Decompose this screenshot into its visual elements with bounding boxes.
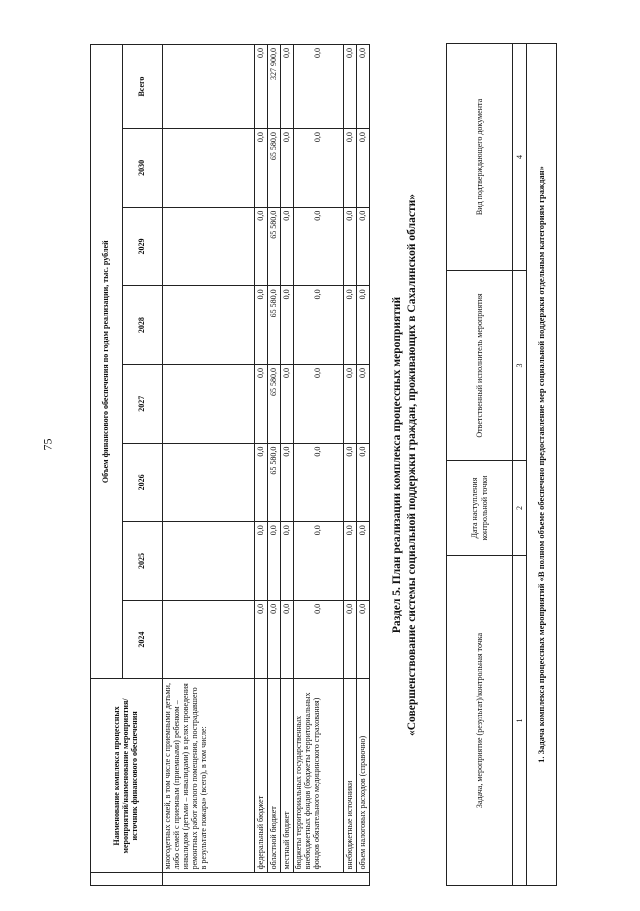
- blank-lead-cell: [357, 873, 370, 886]
- table-row: [357, 45, 370, 886]
- cell-value: 0,0: [255, 45, 268, 129]
- row-name: местный бюджет: [281, 679, 294, 873]
- section-subtitle: «Совершенствование системы социальной поддержки граждан, проживающих в Сахалинской области»: [405, 194, 418, 736]
- year-header: 2029: [123, 207, 163, 286]
- year-header: 2028: [123, 286, 163, 365]
- cell-value: 0,0: [357, 600, 370, 679]
- cell-value: 0,0: [281, 129, 294, 208]
- column-number: 1: [513, 556, 527, 886]
- cell-value: 0,0: [255, 286, 268, 365]
- table-row: [268, 45, 281, 886]
- cell-value: 0,0: [294, 443, 344, 522]
- cell-value: 0,0: [294, 286, 344, 365]
- cell-value: 0,0: [255, 600, 268, 679]
- table-row: [344, 45, 357, 886]
- cell-value: 0,0: [344, 443, 357, 522]
- cell-value: 0,0: [344, 364, 357, 443]
- cell-value: 0,0: [294, 45, 344, 129]
- cell-value: 65 580,0: [268, 129, 281, 208]
- blank-lead-cell: [281, 873, 294, 886]
- cell-value: 0,0: [268, 522, 281, 601]
- plan-header-row: [447, 44, 513, 886]
- cell-value: 0,0: [281, 207, 294, 286]
- plan-header-document: Вид подтверждающего документа: [447, 44, 513, 271]
- cell-value: 0,0: [344, 286, 357, 365]
- section-title: Раздел 5. План реализации комплекса процессных мероприятий: [391, 296, 403, 634]
- cell-value: 0,0: [281, 45, 294, 129]
- page-number: 75: [40, 438, 55, 451]
- cell-value: 0,0: [344, 45, 357, 129]
- cell-value: 327 900,0: [268, 45, 281, 129]
- year-header: 2026: [123, 443, 163, 522]
- cell-value: [163, 522, 255, 601]
- cell-value: [163, 286, 255, 365]
- cell-value: 0,0: [344, 207, 357, 286]
- cell-value: 0,0: [357, 522, 370, 601]
- row-name: объем налоговых расходов (справочно): [357, 679, 370, 873]
- row-name: бюджеты территориальных государственных внебюджетных фондов (бюджеты территориальных фондов обязательного медицинского страхования): [294, 679, 344, 873]
- rotated-page-content: [90, 26, 590, 886]
- table-row: [294, 45, 344, 886]
- year-header: 2030: [123, 129, 163, 208]
- year-header: 2025: [123, 522, 163, 601]
- cell-value: 0,0: [281, 443, 294, 522]
- cell-value: 0,0: [294, 522, 344, 601]
- total-header: Всего: [123, 45, 163, 129]
- blank-lead-cell: [344, 873, 357, 886]
- cell-value: 0,0: [344, 600, 357, 679]
- column-number: 3: [513, 271, 527, 461]
- cell-value: 0,0: [281, 522, 294, 601]
- cell-value: 0,0: [357, 207, 370, 286]
- cell-value: 0,0: [357, 364, 370, 443]
- table-row: [163, 45, 255, 886]
- funding-group-header: Объем финансового обеспечения по годам реализации, тыс. рублей: [91, 45, 123, 679]
- task-heading: 1. Задача комплекса процессных мероприятий «В полном объеме обеспечено предоставление мер социальной поддержки отдельным категориям граждан»: [527, 44, 557, 886]
- cell-value: 65 580,0: [268, 443, 281, 522]
- year-header: 2027: [123, 364, 163, 443]
- plan-header-date: Дата наступления контрольной точки: [447, 461, 513, 556]
- plan-task-row: [527, 44, 557, 886]
- cell-value: 0,0: [255, 207, 268, 286]
- plan-header-executor: Ответственный исполнитель мероприятия: [447, 271, 513, 461]
- cell-value: 0,0: [344, 522, 357, 601]
- table-row: [255, 45, 268, 886]
- cell-value: 0,0: [268, 600, 281, 679]
- cell-value: 0,0: [281, 600, 294, 679]
- cell-value: [163, 207, 255, 286]
- cell-value: [163, 364, 255, 443]
- cell-value: 0,0: [255, 364, 268, 443]
- blank-lead-cell: [294, 873, 344, 886]
- cell-value: 0,0: [357, 443, 370, 522]
- column-number: 2: [513, 461, 527, 556]
- finance-table: [90, 44, 370, 886]
- cell-value: 0,0: [255, 522, 268, 601]
- cell-value: 0,0: [294, 129, 344, 208]
- cell-value: 65 580,0: [268, 364, 281, 443]
- cell-value: 0,0: [255, 129, 268, 208]
- cell-value: [163, 600, 255, 679]
- table-row: [281, 45, 294, 886]
- blank-lead-cell: [91, 873, 163, 886]
- cell-value: 0,0: [294, 364, 344, 443]
- plan-number-row: [513, 44, 527, 886]
- row-name: многодетных семей, в том числе с приемными детьми, либо семей с приемным (приемными) ребенком – инвалидом (детьми – инвалидами) в целях проведения ремонтных работ жилого помещения, пострадавшего в результате пожара» (всего), в том числе:: [163, 679, 255, 873]
- row-name: внебюджетные источники: [344, 679, 357, 873]
- row-name: областной бюджет: [268, 679, 281, 873]
- cell-value: 0,0: [357, 45, 370, 129]
- cell-value: 0,0: [357, 129, 370, 208]
- cell-value: 0,0: [344, 129, 357, 208]
- finance-header-row: [91, 45, 123, 886]
- blank-lead-cell: [163, 873, 255, 886]
- cell-value: [163, 129, 255, 208]
- cell-value: 0,0: [255, 443, 268, 522]
- row-name: федеральный бюджет: [255, 679, 268, 873]
- blank-lead-cell: [255, 873, 268, 886]
- cell-value: 0,0: [357, 286, 370, 365]
- plan-table: [446, 43, 557, 886]
- cell-value: [163, 45, 255, 129]
- column-number: 4: [513, 44, 527, 271]
- year-header: 2024: [123, 600, 163, 679]
- cell-value: 0,0: [281, 364, 294, 443]
- section-heading: [390, 44, 420, 886]
- cell-value: 0,0: [281, 286, 294, 365]
- blank-lead-cell: [268, 873, 281, 886]
- name-column-header: Наименование комплекса процессных мероприятий/наименование мероприятия/ источник финансового обеспечения: [91, 679, 163, 873]
- cell-value: 65 580,0: [268, 207, 281, 286]
- plan-header-task: Задача, мероприятие (результат)/контрольная точка: [447, 556, 513, 886]
- cell-value: 65 580,0: [268, 286, 281, 365]
- cell-value: 0,0: [294, 207, 344, 286]
- cell-value: 0,0: [294, 600, 344, 679]
- cell-value: [163, 443, 255, 522]
